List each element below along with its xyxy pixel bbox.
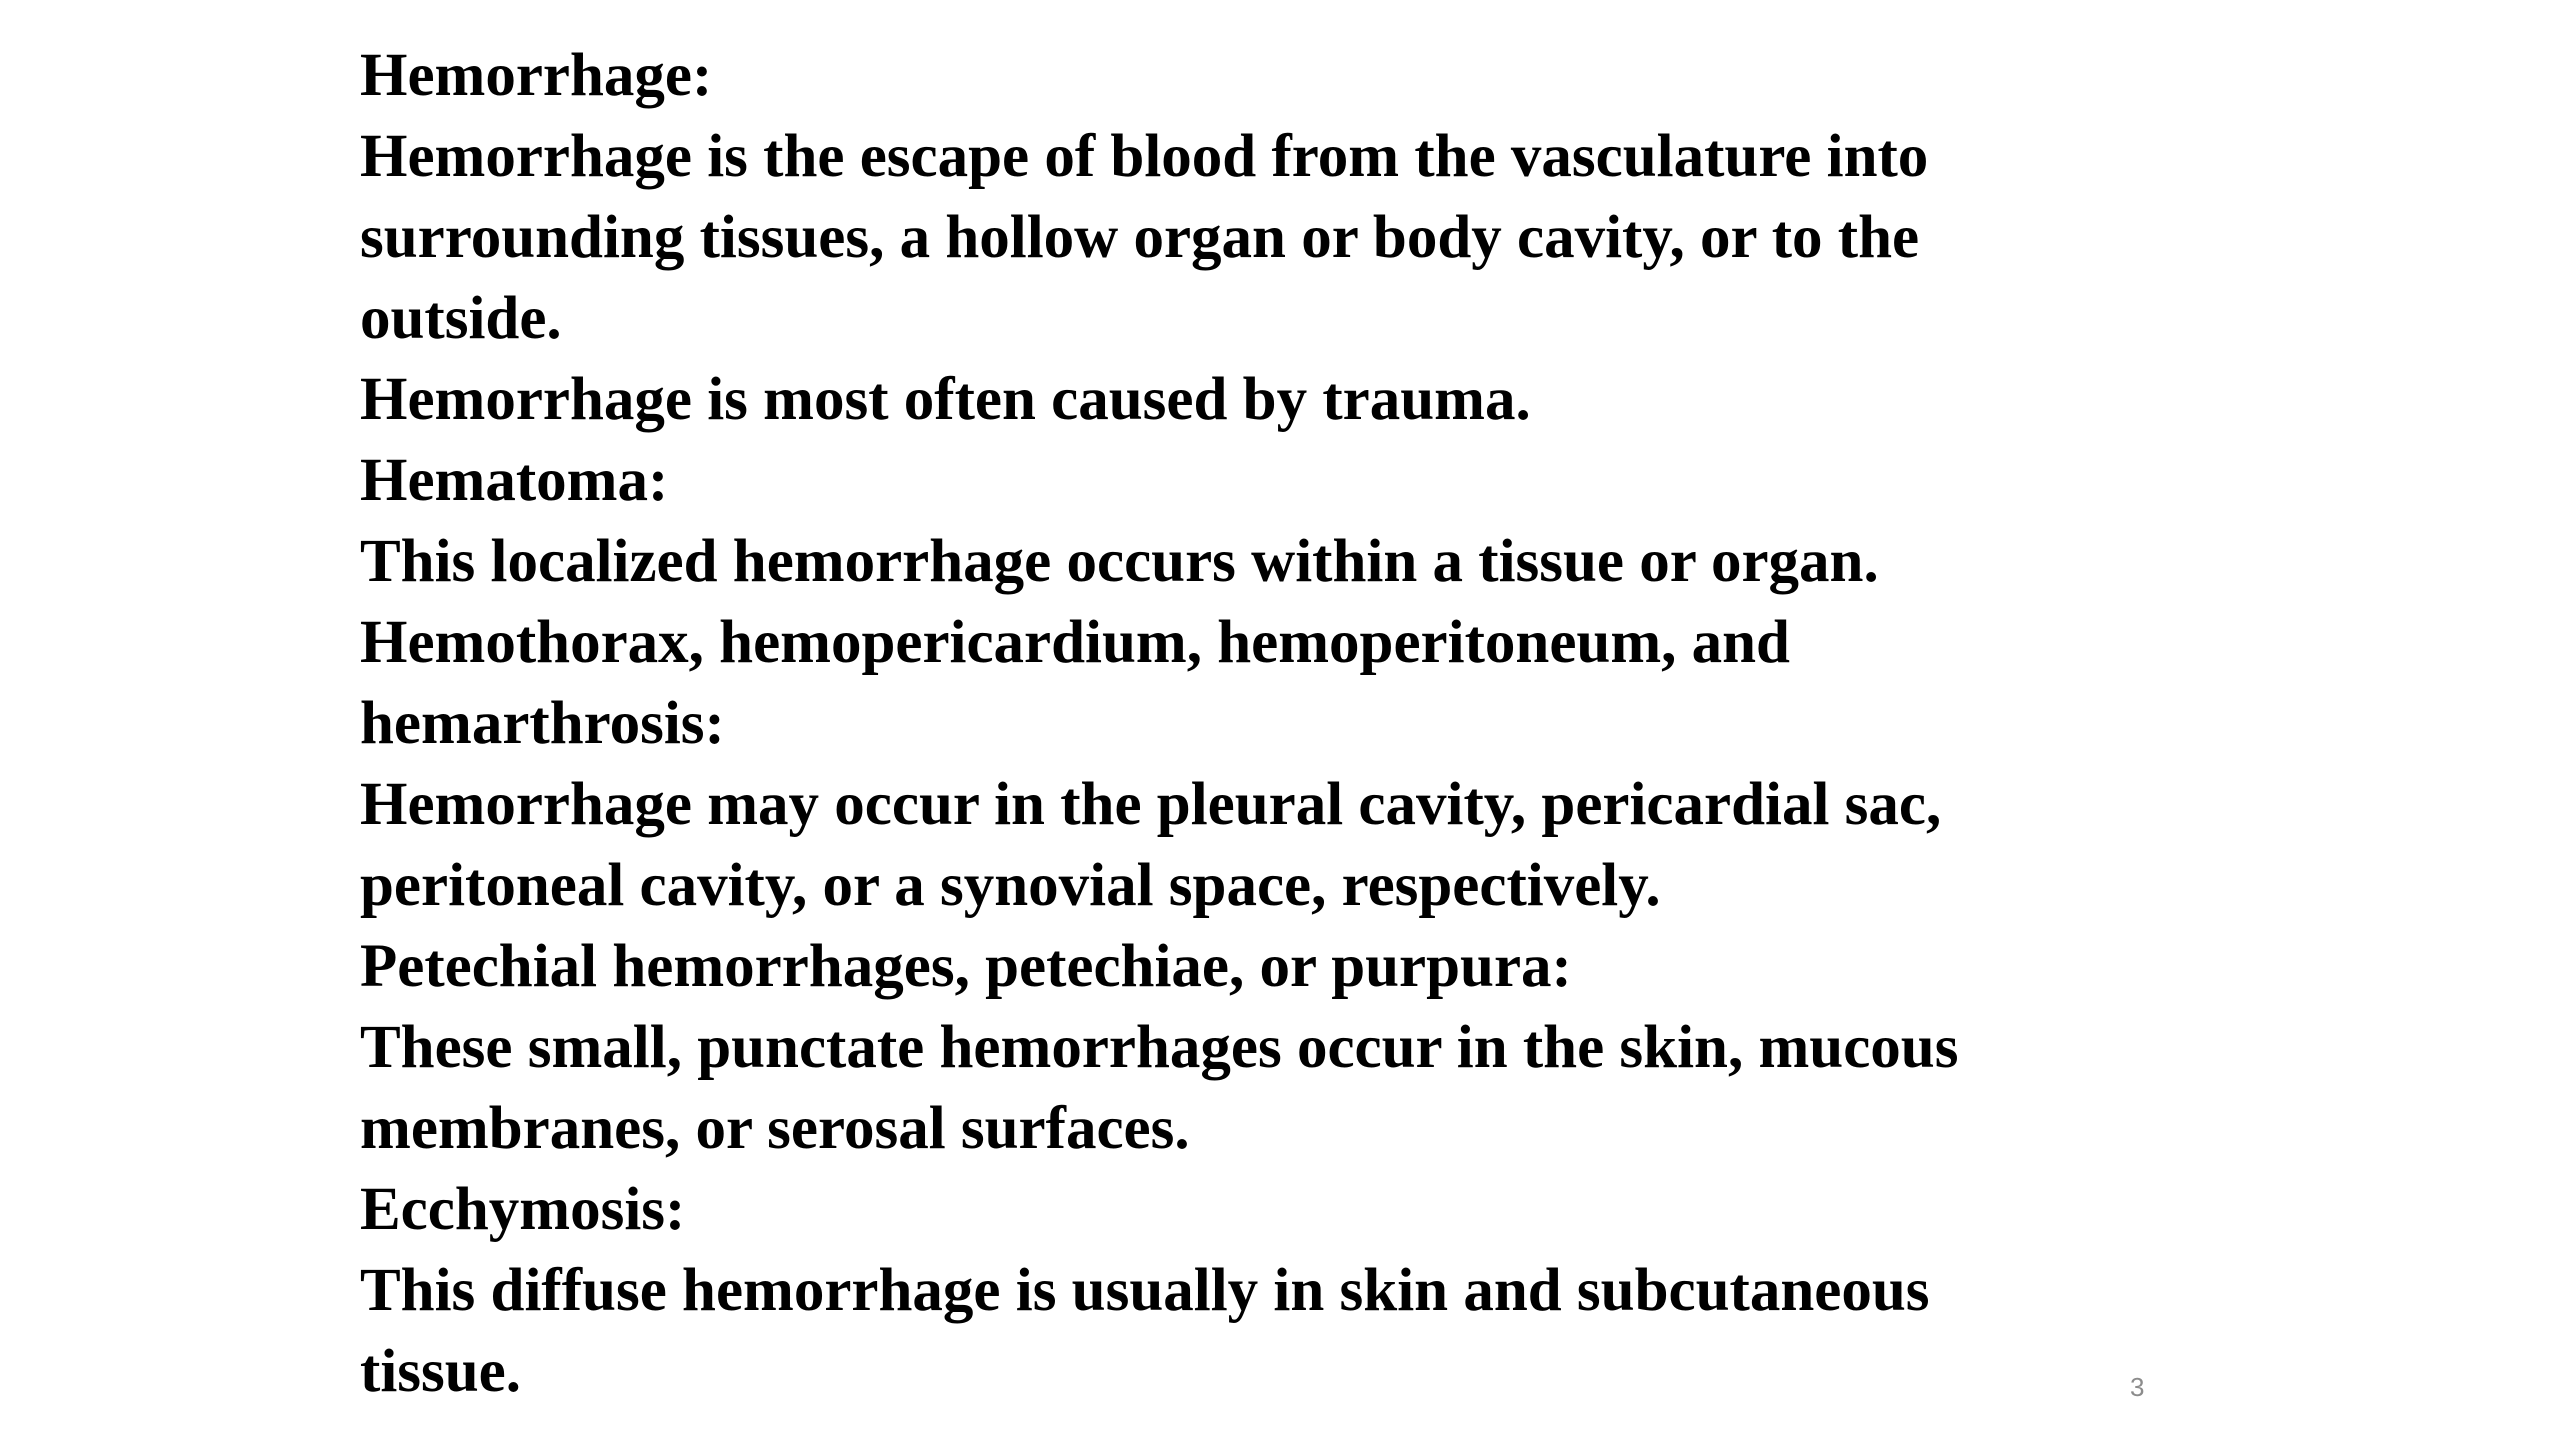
text-line: Hemorrhage is the escape of blood from the vasculature into bbox=[360, 123, 1929, 190]
text-line: outside. bbox=[360, 285, 562, 352]
text-line: Hemorrhage may occur in the pleural cavity, pericardial sac, bbox=[360, 771, 1942, 838]
text-line: peritoneal cavity, or a synovial space, respectively. bbox=[360, 852, 1661, 919]
text-line: This diffuse hemorrhage is usually in skin and subcutaneous bbox=[360, 1257, 1930, 1324]
heading-hemothorax-cont: hemarthrosis: bbox=[360, 690, 725, 757]
heading-petechial: Petechial hemorrhages, petechiae, or purpura: bbox=[360, 933, 1572, 1000]
text-line: surrounding tissues, a hollow organ or body cavity, or to the bbox=[360, 204, 1920, 271]
text-line: Hemorrhage is most often caused by trauma. bbox=[360, 366, 1531, 433]
text-line: This localized hemorrhage occurs within a tissue or organ. bbox=[360, 528, 1879, 595]
heading-hemothorax: Hemothorax, hemopericardium, hemoperitoneum, and bbox=[360, 609, 1790, 676]
page-number: 3 bbox=[2130, 1372, 2145, 1402]
heading-ecchymosis: Ecchymosis: bbox=[360, 1176, 686, 1243]
slide-body-text bbox=[360, 35, 2180, 1412]
text-line: tissue. bbox=[360, 1338, 521, 1405]
text-line: membranes, or serosal surfaces. bbox=[360, 1095, 1190, 1162]
heading-hemorrhage: Hemorrhage: bbox=[360, 42, 713, 109]
heading-hematoma: Hematoma: bbox=[360, 447, 669, 514]
text-line: These small, punctate hemorrhages occur in the skin, mucous bbox=[360, 1014, 1959, 1081]
